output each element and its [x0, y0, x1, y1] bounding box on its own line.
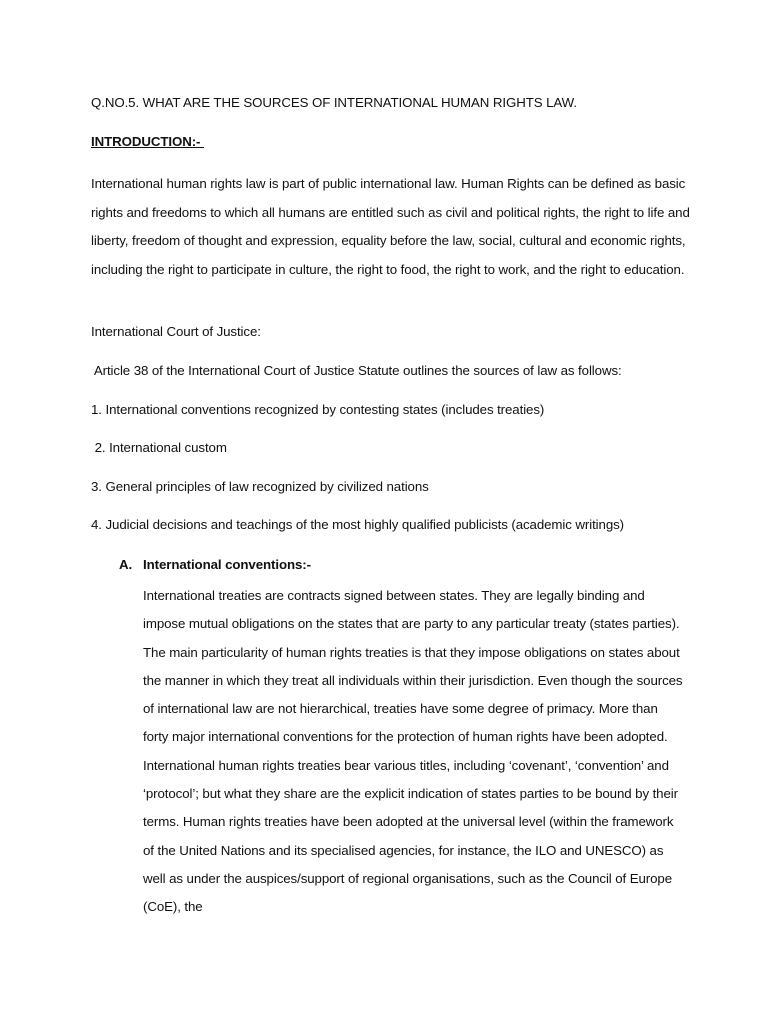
section-a-heading: International conventions:-	[143, 557, 311, 572]
question-title: Q.NO.5. WHAT ARE THE SOURCES OF INTERNATIONAL HUMAN RIGHTS LAW.	[91, 95, 577, 110]
introduction-paragraph: International human rights law is part of public international law. Human Rights can be defined as basic rights and freedoms to which all humans are entitled such as civil and political rights, the right to life and liberty, freedom of thought and expression, equality before the law, social, cultural and economic rights, including the right to participate in culture, the right to food, the right to work, and the right to education.	[91, 176, 690, 277]
section-a-label: A.	[119, 557, 133, 572]
icj-heading: International Court of Justice:	[91, 324, 261, 339]
source-item-1: 1. International conventions recognized by contesting states (includes treaties)	[91, 402, 545, 417]
article-38-intro: Article 38 of the International Court of Justice Statute outlines the sources of law as follows:	[91, 363, 622, 378]
source-item-2: 2. International custom	[91, 440, 227, 455]
source-item-3: 3. General principles of law recognized by civilized nations	[91, 479, 429, 494]
section-a-paragraph: International treaties are contracts signed between states. They are legally binding and impose mutual obligations on the states that are party to any particular treaty (states parties). The main particularity of human rights treaties is that they impose obligations on states about the manner in which they treat all individuals within their jurisdiction. Even though the sources of international law are not hierarchical, treaties have some degree of primacy. More than forty major international conventions for the protection of human rights have been adopted. International human rights treaties bear various titles, including ‘covenant’, ‘convention’ and ‘protocol’; but what they share are the explicit indication of states parties to be bound by their terms. Human rights treaties have been adopted at the universal level (within the framework of the United Nations and its specialised agencies, for instance, the ILO and UNESCO) as well as under the auspices/support of regional organisations, such as the Council of Europe (CoE), the	[143, 588, 683, 915]
source-item-4: 4. Judicial decisions and teachings of the most highly qualified publicists (academic writings)	[91, 517, 624, 532]
introduction-heading: INTRODUCTION:-	[91, 134, 204, 149]
